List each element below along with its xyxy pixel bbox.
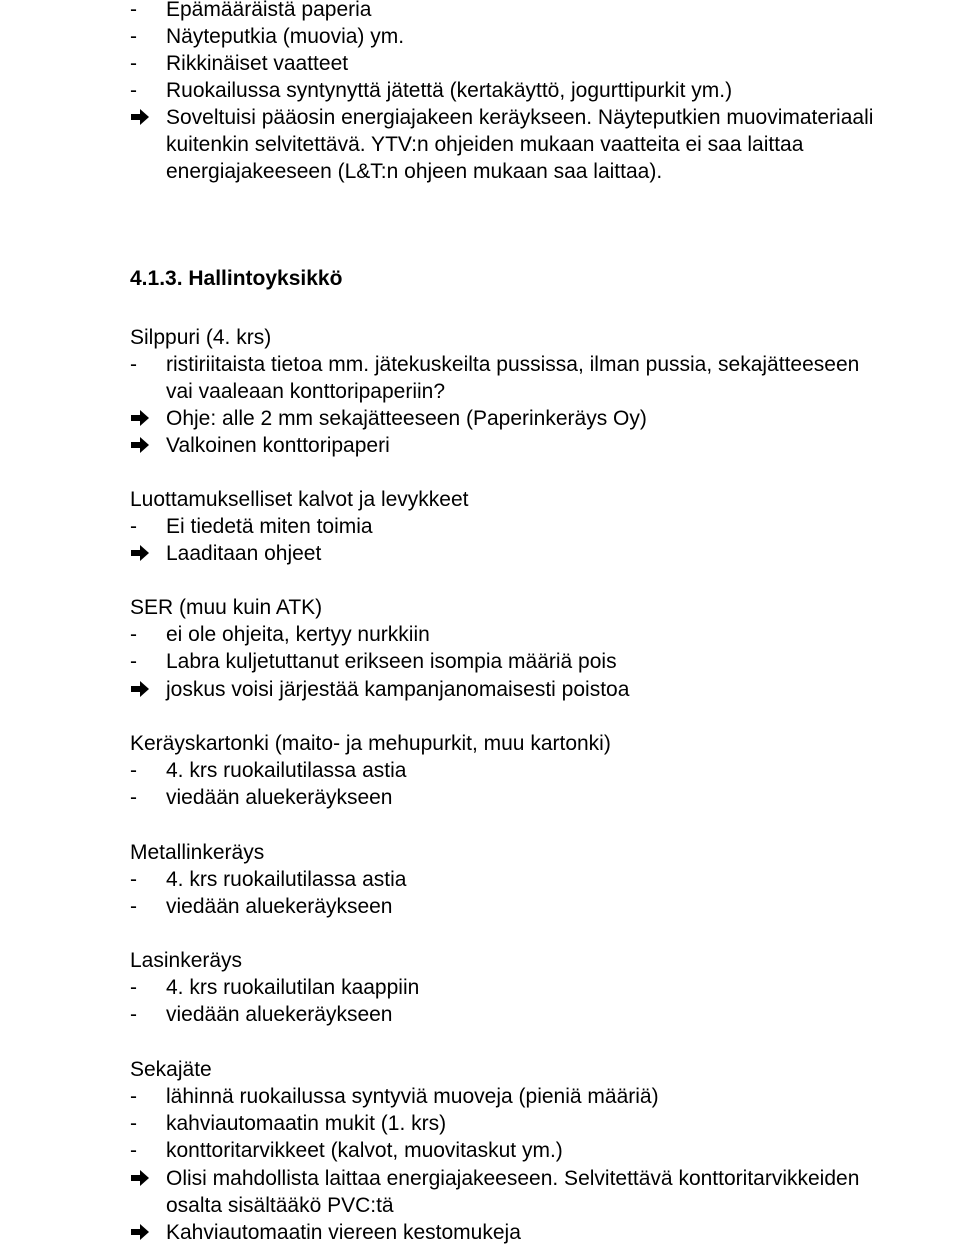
dash-marker: - xyxy=(130,895,137,918)
dash-marker: - xyxy=(130,623,137,646)
dash-marker: - xyxy=(130,1003,137,1026)
right-arrow-icon xyxy=(130,540,160,570)
arrow-item-continuation: kuitenkin selvitettävä. YTV:n ohjeiden mukaan vaatteita ei saa laittaa xyxy=(166,133,804,156)
list-item-text: Labra kuljetuttanut erikseen isompia määriä pois xyxy=(166,650,617,673)
arrow-item-text: Ohje: alle 2 mm sekajätteeseen (Paperinkeräys Oy) xyxy=(166,407,647,430)
group-title: Metallinkeräys xyxy=(130,841,265,864)
dash-marker: - xyxy=(130,353,137,376)
list-item-text: 4. krs ruokailutilan kaappiin xyxy=(166,976,420,999)
list-item-text: viedään aluekeräykseen xyxy=(166,1003,393,1026)
arrow-item-text: Laaditaan ohjeet xyxy=(166,542,322,565)
dash-marker: - xyxy=(130,868,137,891)
dash-marker: - xyxy=(130,0,137,21)
dash-marker: - xyxy=(130,1085,137,1108)
dash-marker: - xyxy=(130,650,137,673)
list-item-text: Epämääräistä paperia xyxy=(166,0,372,21)
list-item-text: Ruokailussa syntynyttä jätettä (kertakäyttö, jogurttipurkit ym.) xyxy=(166,79,733,102)
right-arrow-icon xyxy=(130,405,160,435)
dash-marker: - xyxy=(130,786,137,809)
dash-marker: - xyxy=(130,976,137,999)
list-item-text: Rikkinäiset vaatteet xyxy=(166,52,349,75)
section-heading: 4.1.3. Hallintoyksikkö xyxy=(130,267,343,290)
list-item-text: viedään aluekeräykseen xyxy=(166,786,393,809)
arrow-item-text: Valkoinen konttoripaperi xyxy=(166,434,390,457)
dash-marker: - xyxy=(130,1139,137,1162)
group-title: Keräyskartonki (maito- ja mehupurkit, muu kartonki) xyxy=(130,732,611,755)
list-item-text: 4. krs ruokailutilassa astia xyxy=(166,868,407,891)
list-item-text: ristiriitaista tietoa mm. jätekuskeilta pussissa, ilman pussia, sekajätteeseen xyxy=(166,353,860,376)
list-item-text: ei ole ohjeita, kertyy nurkkiin xyxy=(166,623,430,646)
right-arrow-icon xyxy=(130,1219,160,1249)
group-title: SER (muu kuin ATK) xyxy=(130,596,323,619)
dash-marker: - xyxy=(130,79,137,102)
list-item-text: Näyteputkia (muovia) ym. xyxy=(166,25,405,48)
dash-marker: - xyxy=(130,1112,137,1135)
arrow-item-text: joskus voisi järjestää kampanjanomaisesti poistoa xyxy=(166,678,630,701)
group-title: Luottamukselliset kalvot ja levykkeet xyxy=(130,488,469,511)
arrow-item-continuation: energiajakeeseen (L&T:n ohjeen mukaan saa laittaa). xyxy=(166,160,663,183)
list-item-text: lähinnä ruokailussa syntyviä muoveja (pieniä määriä) xyxy=(166,1085,659,1108)
group-title: Sekajäte xyxy=(130,1058,212,1081)
right-arrow-icon xyxy=(130,104,160,134)
arrow-item-text: Olisi mahdollista laittaa energiajakeeseen. Selvitettävä konttoritarvikkeiden xyxy=(166,1167,860,1190)
arrow-item-text: Soveltuisi pääosin energiajakeen keräykseen. Näyteputkien muovimateriaali xyxy=(166,106,874,129)
dash-marker: - xyxy=(130,52,137,75)
right-arrow-icon xyxy=(130,432,160,462)
group-title: Lasinkeräys xyxy=(130,949,243,972)
list-item-text: Ei tiedetä miten toimia xyxy=(166,515,373,538)
arrow-item-text: Kahviautomaatin viereen kestomukeja xyxy=(166,1221,521,1244)
right-arrow-icon xyxy=(130,676,160,706)
arrow-item-continuation: osalta sisältääkö PVC:tä xyxy=(166,1194,394,1217)
list-item-text: kahviautomaatin mukit (1. krs) xyxy=(166,1112,447,1135)
dash-marker: - xyxy=(130,515,137,538)
list-item-text: konttoritarvikkeet (kalvot, muovitaskut ym.) xyxy=(166,1139,563,1162)
list-item-continuation: vai vaaleaan konttoripaperiin? xyxy=(166,380,446,403)
list-item-text: viedään aluekeräykseen xyxy=(166,895,393,918)
dash-marker: - xyxy=(130,759,137,782)
right-arrow-icon xyxy=(130,1165,160,1195)
list-item-text: 4. krs ruokailutilassa astia xyxy=(166,759,407,782)
group-title: Silppuri (4. krs) xyxy=(130,326,272,349)
dash-marker: - xyxy=(130,25,137,48)
